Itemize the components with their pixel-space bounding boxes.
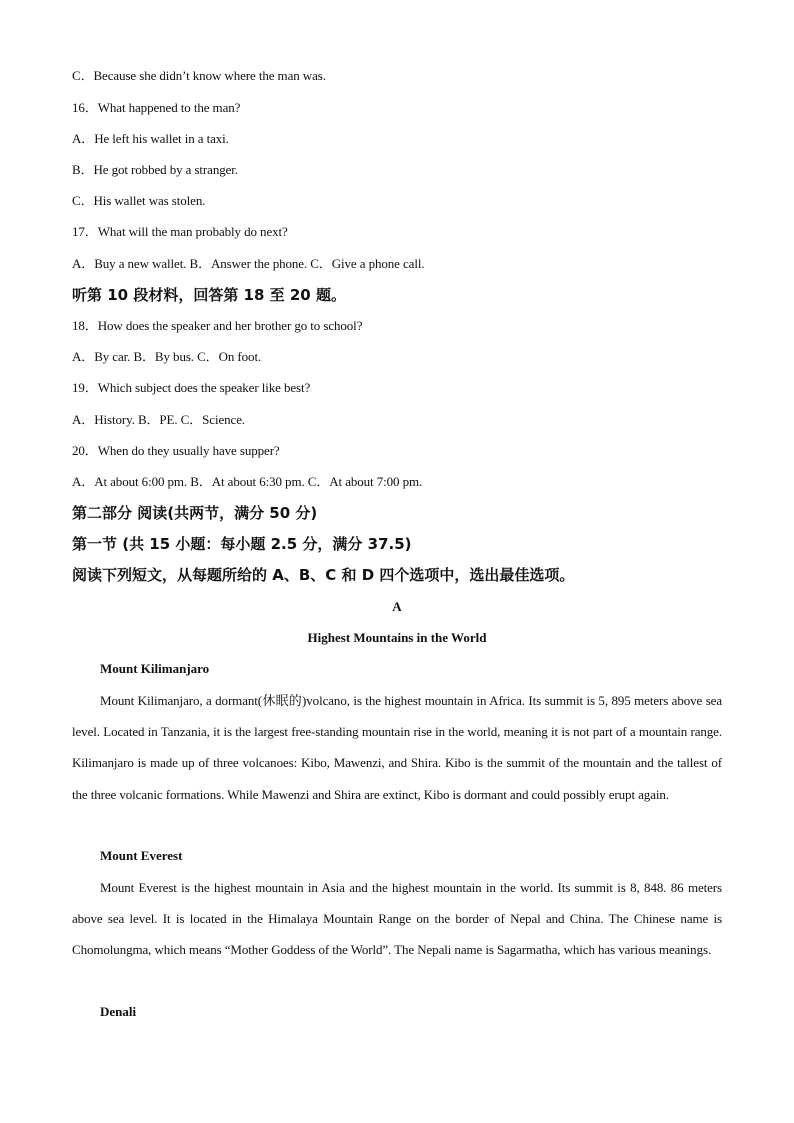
passage-title: Highest Mountains in the World	[307, 630, 487, 645]
everest-paragraph: Mount Everest is the highest mountain in Asia and the highest mountain in the world. Its summit is 8, 848. 86 meters above sea level. It is located in the Himalaya Mountain Range on the border of Nepal and China. The Chinese name is Chomolungma, which means “Mother Goddess of the World”. The Nepali name is Sagarmatha, which has various meanings.	[72, 880, 722, 958]
kilimanjaro-paragraph: Mount Kilimanjaro, a dormant(休眠的)volcano, is the highest mountain in Africa. Its summit is 5, 895 meters above sea level. Located in Tanzania, it is the largest free-standing mountain rise in the world, meaning it is not part of a mountain range. Kilimanjaro is made up of three volcanoes: Kibo, Mawenzi, and Shira. Kibo is the summit of the mountain and the tallest of the three volcanic formations. While Mawenzi and Shira are extinct, Kibo is dormant and could possibly erupt again.	[72, 693, 722, 802]
q16-option-a: A．He left his wallet in a taxi.	[72, 131, 229, 146]
q17-options: A．Buy a new wallet. B．Answer the phone. C．Give a phone call.	[72, 256, 425, 271]
reading-instruction: 阅读下列短文，从每题所给的 A、B、C 和 D 四个选项中，选出最佳选项。	[72, 566, 575, 584]
q19-options: A．History. B．PE. C．Science.	[72, 412, 246, 427]
q20-question: 20．When do they usually have supper?	[72, 443, 280, 458]
q18-question: 18．How does the speaker and her brother go to school?	[72, 318, 363, 333]
q16-option-b: B．He got robbed by a stranger.	[72, 162, 238, 177]
q16-question: 16．What happened to the man?	[72, 100, 241, 115]
reading-part-title: 第二部分 阅读(共两节，满分 50 分)	[72, 504, 318, 522]
everest-heading: Mount Everest	[100, 848, 183, 863]
q18-options: A．By car. B．By bus. C．On foot.	[72, 349, 262, 364]
section10-instruction: 听第 10 段材料，回答第 18 至 20 题。	[72, 286, 346, 304]
q17-question: 17．What will the man probably do next?	[72, 224, 288, 239]
kilimanjaro-heading: Mount Kilimanjaro	[100, 661, 210, 676]
q15-option-c: C．Because she didn’t know where the man was.	[72, 68, 326, 83]
denali-heading: Denali	[100, 1004, 137, 1019]
passage-letter: A	[392, 599, 402, 614]
reading-section-title: 第一节 (共 15 小题：每小题 2.5 分，满分 37.5)	[72, 535, 412, 553]
q16-option-c: C．His wallet was stolen.	[72, 193, 206, 208]
q19-question: 19．Which subject does the speaker like best?	[72, 380, 311, 395]
q20-options: A．At about 6:00 pm. B．At about 6:30 pm. C．At about 7:00 pm.	[72, 474, 423, 489]
